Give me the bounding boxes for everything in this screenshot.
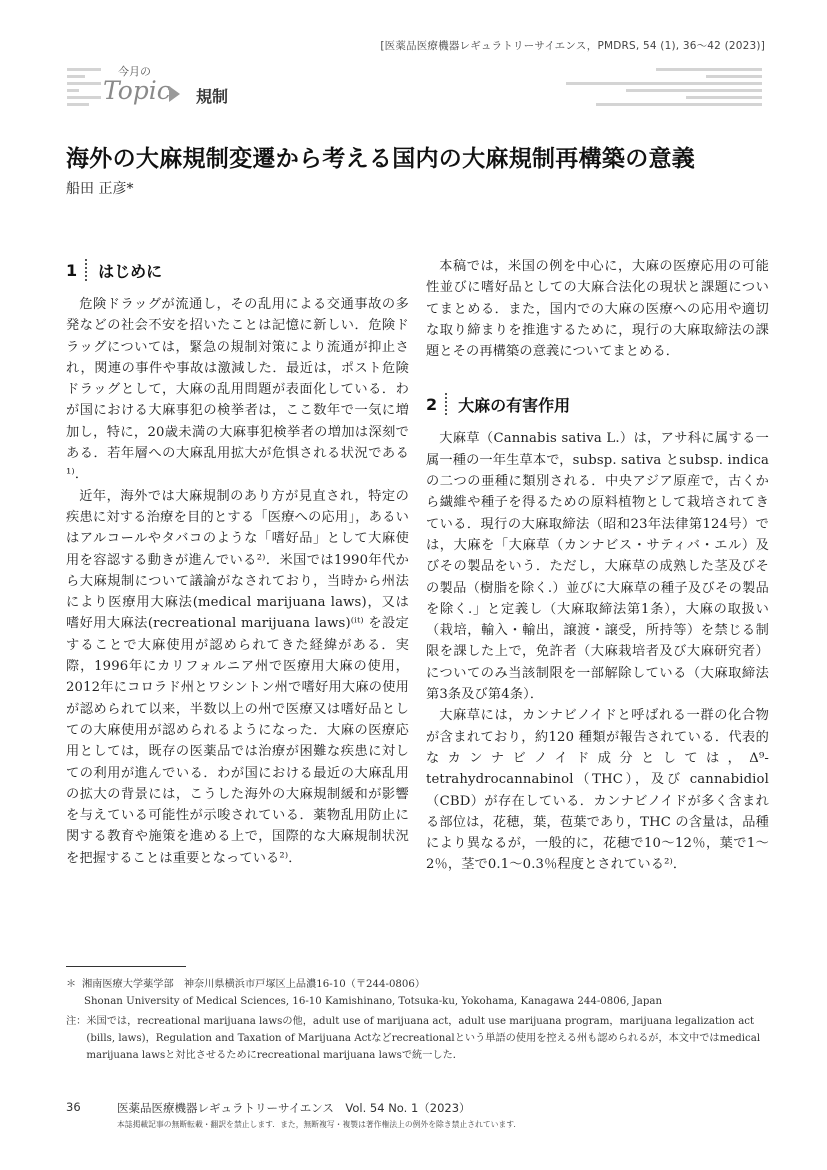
section-divider-mark bbox=[445, 393, 450, 415]
citation-header: [医薬品医療機器レギュラトリーサイエンス，PMDRS, 54 (1), 36〜42 (2023)] bbox=[380, 40, 765, 52]
section-heading-2 bbox=[426, 390, 769, 418]
section-title: はじめに bbox=[98, 261, 163, 281]
note-text: 米国では，recreational marijuana lawsの他，adult use of marijuana act，adult use marijuana program，marijuana legalization act (bills, laws)，Regulation and Taxation of Marijuana Actなどrecreationalという単語の使用を控える州も認められるが，本文中ではmedical marijuana lawsと対比させるためにrecreational marijuana lawsで統一した． bbox=[86, 1016, 761, 1061]
body-paragraph: 大麻草（Cannabis sativa L.）は，アサ科に属する一属一種の一年生草本で，subsp. sativa とsubsp. indica の二つの亜種に類別される．中央アジア原産で，古くから繊維や種子を得るための原料植物として栽培されてきている．現行の大麻取締法（昭和23年法律第124号）では，大麻を「大麻草（カンナビス・サティバ・エル）及びその製品をいう．ただし，大麻草の成熟した茎及びその製品（樹脂を除く.）並びに大麻草の種子及びその製品を除く.」と定義し（大麻取締法第1条），大麻の取扱い（栽培，輸入・輸出，譲渡・譲受，所持等）を禁じる制限を課した上で，免許者（大麻栽培者及び大麻研究者）についてのみ当該制限を一部解除している（大麻取締法第3条及び第4条）． bbox=[426, 431, 769, 703]
section-number: 2 bbox=[426, 394, 438, 414]
article-author: 船田 正彦* bbox=[66, 181, 134, 197]
left-column bbox=[66, 256, 409, 869]
footnote-mark: ＊ bbox=[66, 979, 77, 990]
decorative-stripes-left bbox=[67, 68, 101, 112]
body-paragraph: 本稿では，米国の例を中心に，大麻の医療応用の可能性並びに嗜好品としての大麻合法化の現状と課題についてまとめる．また，国内での大麻の医療への応用や適切な取り締まりを推進するために，現行の大麻取締法の課題とその再構築の意義についてまとめる． bbox=[426, 259, 769, 360]
section-divider-mark bbox=[85, 259, 90, 281]
section-number: 1 bbox=[66, 260, 78, 280]
section-title: 大麻の有害作用 bbox=[458, 395, 571, 415]
affiliation-footnote bbox=[66, 976, 766, 1010]
body-paragraph: 近年，海外では大麻規制のあり方が見直され，特定の疾患に対する治療を目的とする「医療への応用」，あるいはアルコールやタバコのような「嗜好品」として大麻使用を容認する動きが進んでいる²⁾．米国では1990年代から大麻規制について議論がなされており，当時から州法により医療用大麻法(medical marijuana laws)，又は嗜好用大麻法(recreational marijuana laws)⁽ⁱᵗ⁾ を設定することで大麻使用が認められてきた経緯がある．実際，1996年にカリフォルニア州で医療用大麻の使用，2012年にコロラド州とワシントン州で嗜好用大麻の使用が認められて以来，半数以上の州で医療又は嗜好品としての大麻使用が認められるようになった．大麻の医療応用としては，既存の医薬品では治療が困難な疾患に対しての利用が進んでいる．わが国における最近の大麻乱用の拡大の背景には，こうした海外の大麻規制緩和が影響を与えている可能性が示唆されている．薬物乱用防止に関する教育や施策を進める上で，国際的な大麻規制状況を把握することは重要となっている²⁾． bbox=[66, 488, 409, 866]
article-title: 海外の大麻規制変遷から考える国内の大麻規制再構築の意義 bbox=[66, 146, 696, 172]
page-number: 36 bbox=[66, 1100, 81, 1114]
copyright-notice: 本誌掲載記事の無断転載・翻訳を禁止します．また，無断複写・複製は著作権法上の例外を除き禁止されています． bbox=[117, 1120, 522, 1129]
right-column bbox=[426, 256, 769, 876]
body-paragraph: 大麻草には，カンナビノイドと呼ばれる一群の化合物が含まれており，約120 種類が報告されている．代表的なカンナビノイド成分としては，Δ⁹-tetrahydrocannabinol（THC），及び cannabidiol（CBD）が存在している．カンナビノイドが多く含まれる部位は，花穂，葉，苞葉であり，THC の含量は，品種により異なるが，一般的に，花穂で10〜12％，葉で1〜2％，茎で0.1〜0.3％程度とされている²⁾． bbox=[426, 708, 769, 873]
topic-category: 規制 bbox=[196, 87, 229, 106]
note-footnote bbox=[66, 1013, 766, 1064]
footnote-divider bbox=[66, 966, 186, 967]
section-heading-1 bbox=[66, 256, 409, 284]
journal-footer: 医薬品医療機器レギュラトリーサイエンス Vol. 54 No. 1（2023） bbox=[117, 1101, 471, 1115]
triangle-arrow-icon bbox=[169, 86, 180, 102]
topic-prefix: 今月の bbox=[118, 65, 151, 78]
topic-label: Topic bbox=[103, 76, 171, 105]
body-paragraph: 危険ドラッグが流通し，その乱用による交通事故の多発などの社会不安を招いたことは記憶に新しい．危険ドラッグについては，緊急の規制対策により流通が抑止され，関連の事件や事故は激減した．最近は，ポスト危険ドラッグとして，大麻の乱用問題が表面化している．わが国における大麻事犯の検挙者は，ここ数年で一気に増加し，特に，20歳未満の大麻事犯検挙者の増加は深刻である．若年層への大麻乱用拡大が危惧される状況である¹⁾． bbox=[66, 297, 409, 483]
note-mark: 注： bbox=[66, 1016, 87, 1027]
affiliation-japanese: 湘南医療大学薬学部 神奈川県横浜市戸塚区上品濃16-10（〒244-0806） bbox=[82, 979, 426, 990]
affiliation-english: Shonan University of Medical Sciences, 16-10 Kamishinano, Totsuka-ku, Yokohama, Kanagawa 244-0806, Japan bbox=[84, 996, 663, 1007]
decorative-stripes-right bbox=[566, 68, 762, 112]
